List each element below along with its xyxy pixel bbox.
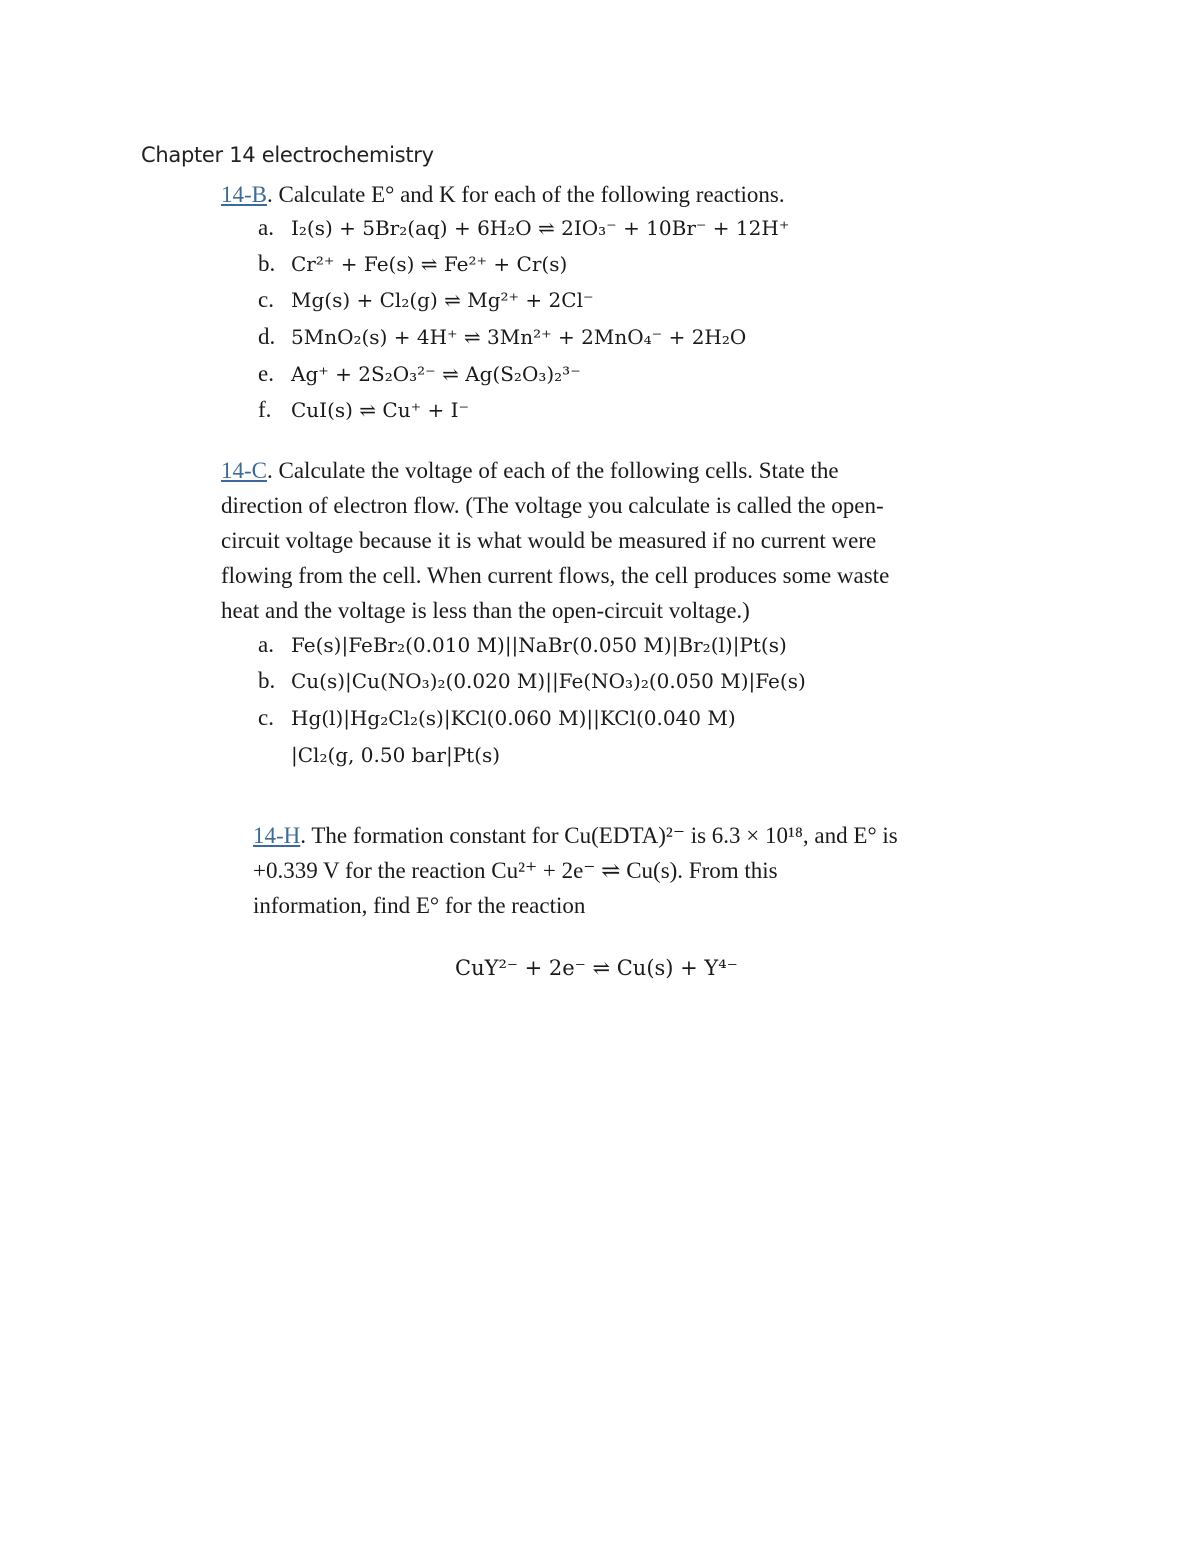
reaction-equation: Ag⁺ + 2S₂O₃²⁻ ⇌ Ag(S₂O₃)₂³⁻: [291, 362, 581, 386]
cell-notation: Hg(l)|Hg₂Cl₂(s)|KCl(0.060 M)||KCl(0.040 M): [291, 706, 736, 730]
problem-14h-line: information, find E° for the reaction: [253, 893, 586, 918]
problem-14h-equation: CuY²⁻ + 2e⁻ ⇌ Cu(s) + Y⁴⁻: [455, 956, 738, 980]
reaction-label: a.: [258, 215, 274, 240]
reaction-label: e.: [258, 361, 274, 386]
cell-notation: Cu(s)|Cu(NO₃)₂(0.020 M)||Fe(NO₃)₂(0.050 M)|Fe(s): [291, 669, 806, 693]
problem-14b-intro: . Calculate E° and K for each of the following reactions.: [267, 182, 785, 207]
reaction-c: [258, 287, 594, 313]
problem-14c-line: heat and the voltage is less than the open-circuit voltage.): [221, 598, 750, 623]
problem-14h-link[interactable]: 14-H: [253, 823, 301, 848]
cell-c-continued: [258, 742, 500, 768]
cell-notation: |Cl₂(g, 0.50 bar|Pt(s): [291, 743, 501, 767]
problem-14c-line: flowing from the cell. When current flows, the cell produces some waste: [221, 563, 890, 588]
cell-a: [258, 632, 787, 658]
reaction-e: [258, 361, 581, 387]
reaction-equation: Cr²⁺ + Fe(s) ⇌ Fe²⁺ + Cr(s): [291, 252, 568, 276]
cell-notation: Fe(s)|FeBr₂(0.010 M)||NaBr(0.050 M)|Br₂(l)|Pt(s): [291, 633, 787, 657]
chapter-title: Chapter 14 electrochemistry: [141, 143, 434, 167]
problem-14h-line: 14-H. The formation constant for Cu(EDTA)²⁻ is 6.3 × 10¹⁸, and E° is: [253, 823, 898, 848]
reaction-equation: 5MnO₂(s) + 4H⁺ ⇌ 3Mn²⁺ + 2MnO₄⁻ + 2H₂O: [291, 325, 747, 349]
problem-14c-line: circuit voltage because it is what would be measured if no current were: [221, 528, 877, 553]
cell-label: b.: [258, 668, 276, 693]
reaction-equation: Mg(s) + Cl₂(g) ⇌ Mg²⁺ + 2Cl⁻: [291, 288, 594, 312]
reaction-equation: CuI(s) ⇌ Cu⁺ + I⁻: [291, 398, 470, 422]
reaction-equation: I₂(s) + 5Br₂(aq) + 6H₂O ⇌ 2IO₃⁻ + 10Br⁻ + 12H⁺: [291, 216, 790, 240]
problem-14b-link[interactable]: 14-B: [221, 182, 267, 207]
reaction-b: [258, 251, 567, 277]
reaction-label: f.: [258, 397, 272, 422]
cell-label: c.: [258, 705, 274, 730]
problem-14c-line: direction of electron flow. (The voltage you calculate is called the open-: [221, 493, 884, 518]
cell-label: a.: [258, 632, 274, 657]
cell-b: [258, 668, 806, 694]
reaction-f: [258, 397, 469, 423]
reaction-label: d.: [258, 324, 276, 349]
reaction-a: [258, 215, 789, 241]
reaction-d: [258, 324, 746, 350]
reaction-label: b.: [258, 251, 276, 276]
cell-c: [258, 705, 736, 731]
problem-14h-line: +0.339 V for the reaction Cu²⁺ + 2e⁻ ⇌ Cu(s). From this: [253, 858, 778, 883]
reaction-label: c.: [258, 287, 274, 312]
problem-14c-line: 14-C. Calculate the voltage of each of the following cells. State the: [221, 458, 839, 483]
problem-14c-link[interactable]: 14-C: [221, 458, 267, 483]
problem-14b-heading: [221, 177, 785, 212]
